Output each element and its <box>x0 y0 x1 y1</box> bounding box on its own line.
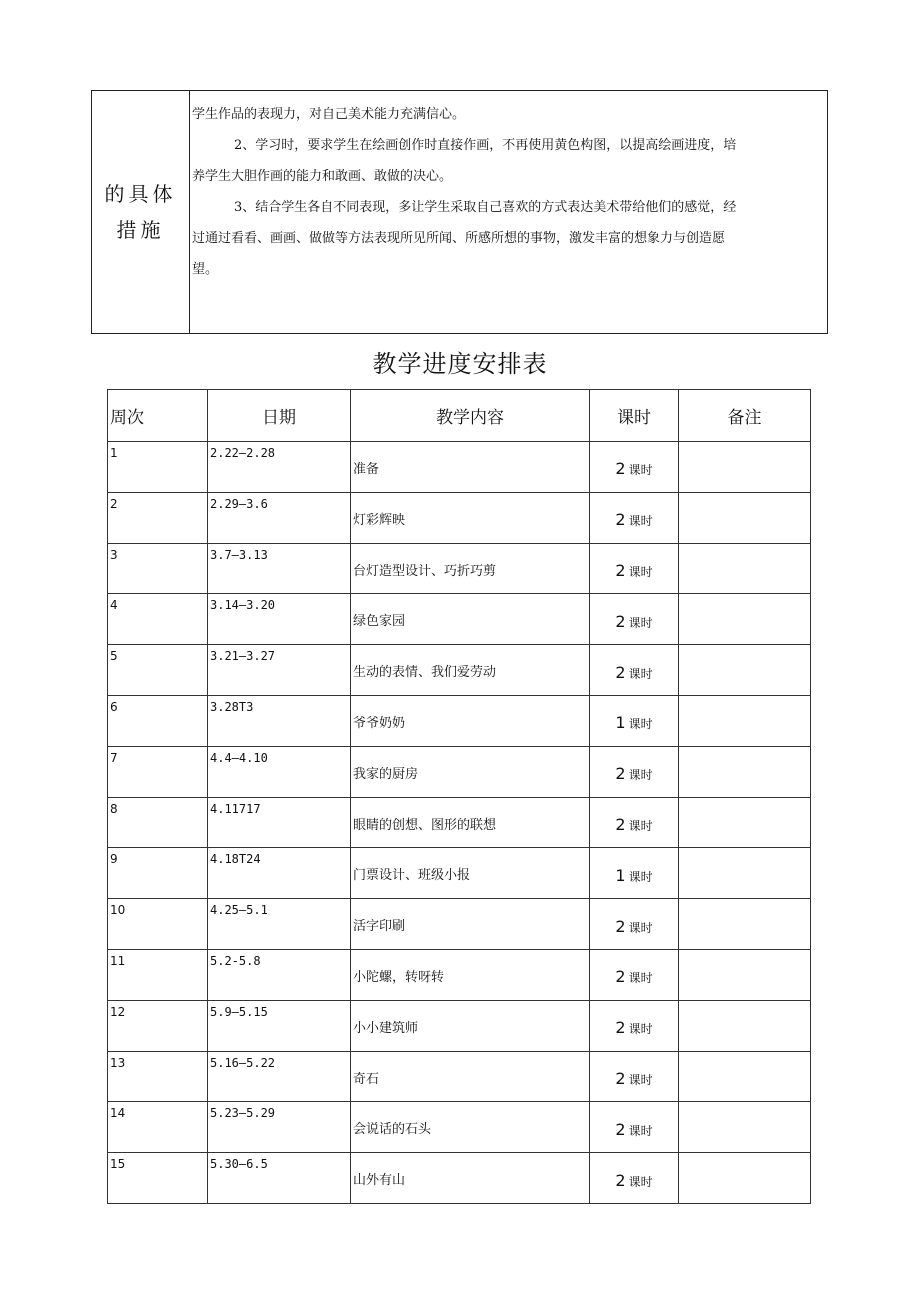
cell-topic: 准备 <box>351 442 590 493</box>
schedule-title: 教学进度安排表 <box>372 350 548 378</box>
measures-content <box>190 91 827 333</box>
hours-count: 2 <box>615 916 626 936</box>
cell-topic: 生动的表情、我们爱劳动 <box>351 645 590 696</box>
cell-date: 5.30—6.5 <box>208 1153 351 1204</box>
cell-hours <box>590 543 679 594</box>
hours-count: 1 <box>615 865 626 885</box>
cell-date: 4.25—5.1 <box>208 899 351 950</box>
hours-unit: 课时 <box>628 920 653 935</box>
table-row <box>108 442 811 493</box>
table-row <box>108 492 811 543</box>
table-row <box>108 848 811 899</box>
header-hours: 课时 <box>590 390 679 442</box>
cell-week: 11 <box>108 949 208 1000</box>
cell-notes <box>679 746 811 797</box>
cell-hours <box>590 746 679 797</box>
measures-line: 养学生大胆作画的能力和敢画、敢做的决心。 <box>192 169 453 184</box>
cell-notes <box>679 594 811 645</box>
cell-date: 3.28T3 <box>208 695 351 746</box>
hours-count: 2 <box>615 1018 626 1038</box>
cell-date: 2.29—3.6 <box>208 492 351 543</box>
cell-topic: 台灯造型设计、巧折巧剪 <box>351 543 590 594</box>
cell-notes <box>679 848 811 899</box>
header-week: 周次 <box>108 390 208 442</box>
cell-topic: 爷爷奶奶 <box>351 695 590 746</box>
measures-line: 学生作品的表现力，对自己美术能力充满信心。 <box>192 107 466 122</box>
table-row <box>108 695 811 746</box>
cell-date: 5.23—5.29 <box>208 1102 351 1153</box>
cell-notes <box>679 543 811 594</box>
hours-unit: 课时 <box>628 1022 653 1037</box>
cell-week: 3 <box>108 543 208 594</box>
hours-count: 2 <box>615 814 626 834</box>
cell-hours <box>590 1102 679 1153</box>
hours-count: 2 <box>615 967 626 987</box>
cell-date: 5.9—5.15 <box>208 1000 351 1051</box>
hours-unit: 课时 <box>628 615 653 630</box>
header-date: 日期 <box>208 390 351 442</box>
cell-notes <box>679 1000 811 1051</box>
hours-count: 2 <box>615 510 626 530</box>
table-row <box>108 594 811 645</box>
table-row <box>108 797 811 848</box>
cell-week: 12 <box>108 1000 208 1051</box>
cell-date: 4.11717 <box>208 797 351 848</box>
cell-date: 4.18T24 <box>208 848 351 899</box>
cell-hours <box>590 1153 679 1204</box>
cell-topic: 我家的厨房 <box>351 746 590 797</box>
table-row <box>108 1051 811 1102</box>
hours-unit: 课时 <box>628 717 653 732</box>
cell-date: 3.14—3.20 <box>208 594 351 645</box>
cell-hours <box>590 492 679 543</box>
measures-label-line1: 的具体 <box>104 182 177 206</box>
cell-hours <box>590 899 679 950</box>
hours-count: 2 <box>615 560 626 580</box>
cell-date: 5.2-5.8 <box>208 949 351 1000</box>
hours-count: 2 <box>615 611 626 631</box>
cell-notes <box>679 695 811 746</box>
hours-count: 2 <box>615 1170 626 1190</box>
schedule-header-row <box>108 390 811 442</box>
header-notes: 备注 <box>679 390 811 442</box>
hours-unit: 课时 <box>628 1174 653 1189</box>
cell-notes <box>679 1051 811 1102</box>
cell-topic: 活字印刷 <box>351 899 590 950</box>
cell-topic: 眼睛的创想、图形的联想 <box>351 797 590 848</box>
cell-topic: 会说话的石头 <box>351 1102 590 1153</box>
schedule-table <box>107 389 811 1204</box>
cell-hours <box>590 442 679 493</box>
cell-week: 10 <box>108 899 208 950</box>
cell-week: 4 <box>108 594 208 645</box>
measures-line: 2、学习时，要求学生在绘画创作时直接作画，不再使用黄色构图，以提高绘画进度，培 <box>234 138 737 153</box>
hours-unit: 课时 <box>628 514 653 529</box>
cell-notes <box>679 492 811 543</box>
hours-unit: 课时 <box>628 971 653 986</box>
cell-week: 14 <box>108 1102 208 1153</box>
cell-week: 6 <box>108 695 208 746</box>
cell-notes <box>679 797 811 848</box>
cell-week: 2 <box>108 492 208 543</box>
cell-week: 15 <box>108 1153 208 1204</box>
hours-unit: 课时 <box>628 463 653 478</box>
cell-topic: 奇石 <box>351 1051 590 1102</box>
cell-date: 5.16—5.22 <box>208 1051 351 1102</box>
hours-count: 2 <box>615 1068 626 1088</box>
cell-week: 8 <box>108 797 208 848</box>
table-row <box>108 746 811 797</box>
cell-topic: 山外有山 <box>351 1153 590 1204</box>
measures-label-line2: 措施 <box>116 218 165 242</box>
schedule-body <box>108 442 811 1204</box>
hours-unit: 课时 <box>628 666 653 681</box>
cell-date: 3.7—3.13 <box>208 543 351 594</box>
cell-week: 1 <box>108 442 208 493</box>
cell-week: 7 <box>108 746 208 797</box>
hours-count: 1 <box>615 713 626 733</box>
cell-date: 2.22—2.28 <box>208 442 351 493</box>
cell-hours <box>590 848 679 899</box>
cell-hours <box>590 1051 679 1102</box>
hours-unit: 课时 <box>628 818 653 833</box>
cell-topic: 小陀螺，转呀转 <box>351 949 590 1000</box>
cell-notes <box>679 949 811 1000</box>
cell-topic: 小小建筑师 <box>351 1000 590 1051</box>
header-content: 教学内容 <box>351 390 590 442</box>
hours-unit: 课时 <box>628 1072 653 1087</box>
measures-table <box>91 90 828 334</box>
cell-notes <box>679 442 811 493</box>
hours-unit: 课时 <box>628 1123 653 1138</box>
cell-topic: 绿色家园 <box>351 594 590 645</box>
hours-unit: 课时 <box>628 869 653 884</box>
table-row <box>108 1000 811 1051</box>
table-row <box>108 1153 811 1204</box>
cell-date: 4.4—4.10 <box>208 746 351 797</box>
cell-week: 9 <box>108 848 208 899</box>
cell-hours <box>590 949 679 1000</box>
cell-date: 3.21—3.27 <box>208 645 351 696</box>
cell-hours <box>590 695 679 746</box>
hours-count: 2 <box>615 459 626 479</box>
hours-count: 2 <box>615 662 626 682</box>
cell-topic: 门票设计、班级小报 <box>351 848 590 899</box>
cell-notes <box>679 1102 811 1153</box>
cell-notes <box>679 899 811 950</box>
measures-line: 过通过看看、画画、做做等方法表现所见所闻、所感所想的事物，激发丰富的想象力与创造愿 <box>192 231 726 246</box>
hours-unit: 课时 <box>628 768 653 783</box>
cell-week: 13 <box>108 1051 208 1102</box>
hours-count: 2 <box>615 1119 626 1139</box>
table-row <box>108 1102 811 1153</box>
cell-topic: 灯彩辉映 <box>351 492 590 543</box>
hours-unit: 课时 <box>628 564 653 579</box>
cell-hours <box>590 1000 679 1051</box>
cell-hours <box>590 645 679 696</box>
table-row <box>108 949 811 1000</box>
cell-week: 5 <box>108 645 208 696</box>
table-row <box>108 899 811 950</box>
table-row <box>108 543 811 594</box>
hours-count: 2 <box>615 764 626 784</box>
cell-notes <box>679 645 811 696</box>
measures-line: 望。 <box>192 262 219 277</box>
measures-line: 3、结合学生各自不同表现，多让学生采取自己喜欢的方式表达美术带给他们的感觉，经 <box>234 200 737 215</box>
measures-label <box>92 91 190 333</box>
cell-hours <box>590 594 679 645</box>
cell-notes <box>679 1153 811 1204</box>
cell-hours <box>590 797 679 848</box>
table-row <box>108 645 811 696</box>
